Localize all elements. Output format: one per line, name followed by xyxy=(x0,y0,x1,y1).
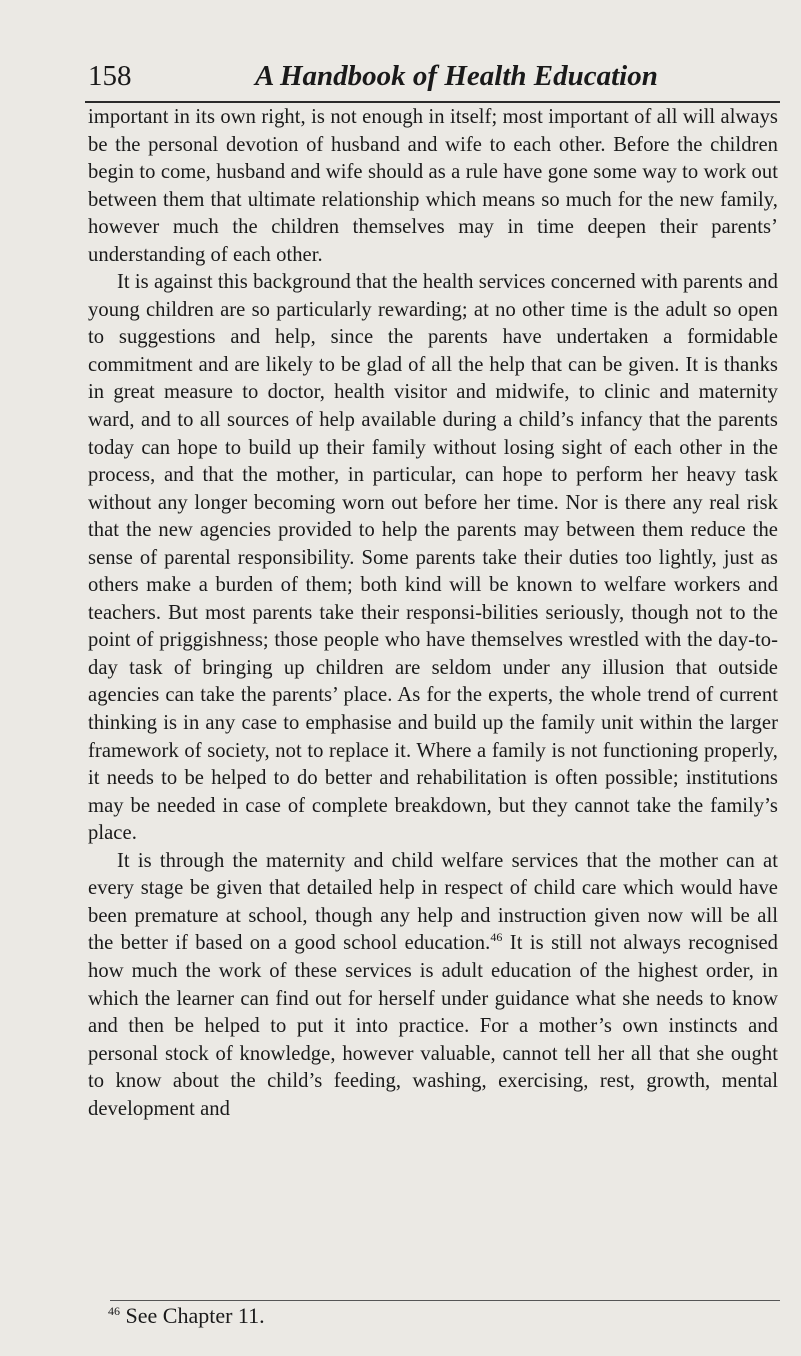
footnote-rule xyxy=(110,1300,780,1301)
paragraph-text: It is through the maternity and child welfare services that the mother can at every stage be given that detailed help in respect of child care which would have been premature at school, though any help and instruction given now will be all the better if based on a good school education. xyxy=(88,849,778,955)
running-header xyxy=(88,56,778,96)
paragraph xyxy=(88,848,778,1123)
paragraph-text: It is still not always recognised how much the work of these services is adult education of the highest order, in which the learner can find out for herself under guidance what she needs to know and then be helped to put it into practice. For a mother’s own instincts and personal stock of knowledge, however valuable, cannot tell her all that she ought to know about the child’s feeding, washing, exercising, rest, growth, mental development and xyxy=(88,932,778,1120)
paragraph: It is against this background that the health services concerned with parents and young children are so particularly rewarding; at no other time is the adult so open to suggestions and help, since the parents have undertaken a formidable commitment and are likely to be glad of all the help that can be given. It is thanks in great measure to doctor, health visitor and midwife, to clinic and maternity ward, and to all sources of help available during a child’s infancy that the parents today can hope to build up their family without losing sight of each other in the process, and that the mother, in particular, can hope to perform her heavy task without any longer becoming worn out before her time. Nor is there any real risk that the new agencies provided to help the parents may between them reduce the sense of parental responsibility. Some parents take their duties too lightly, just as others make a burden of them; both kind will be known to welfare workers and teachers. But most parents take their responsi-bilities seriously, though not to the point of priggishness; those people who have themselves wrestled with the day-to-day task of bringing up children are seldom under any illusion that outside agencies can take the parents’ place. As for the experts, the whole trend of current thinking is in any case to emphasise and build up the family unit within the larger framework of society, not to replace it. Where a family is not functioning properly, it needs to be helped to do better and rehabilitation is often possible; institutions may be needed in case of complete breakdown, but they cannot take the family’s place. xyxy=(88,271,778,845)
footnote-number: 46 xyxy=(108,1304,120,1318)
page-number: 158 xyxy=(88,60,132,92)
header-rule xyxy=(85,101,780,103)
book-title: A Handbook of Health Education xyxy=(255,60,658,92)
body-text xyxy=(88,104,778,1123)
footnote-reference: 46 xyxy=(490,930,503,945)
paragraph: important in its own right, is not enough in itself; most important of all will always be the personal devotion of husband and wife to each other. Before the children begin to come, husband and wife should as a rule have gone some way to work out between them that ultimate relationship which means so much for the new family, however much the children themselves may in time deepen their parents’ understanding of each other. xyxy=(88,106,778,266)
footnote xyxy=(108,1302,265,1330)
footnote-text: See Chapter 11. xyxy=(120,1303,265,1328)
